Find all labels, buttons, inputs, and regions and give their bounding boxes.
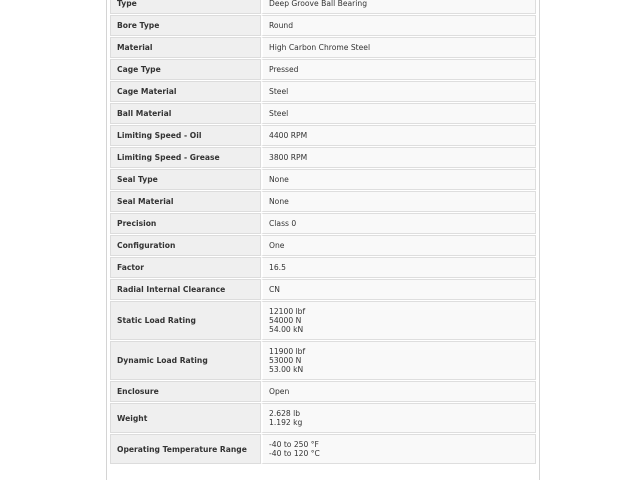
spec-value-line: 12100 lbf [269, 307, 306, 316]
spec-label: Seal Material [110, 191, 261, 212]
spec-row [110, 279, 536, 300]
spec-label: Factor [110, 257, 261, 278]
spec-value [261, 169, 536, 190]
spec-row [110, 169, 536, 190]
spec-value-line: CN [269, 285, 280, 294]
spec-value-line: 11900 lbf [269, 347, 306, 356]
spec-row [110, 403, 536, 433]
spec-label: Material [110, 37, 261, 58]
spec-row [110, 381, 536, 402]
spec-value [261, 0, 536, 14]
specifications-table-body [110, 0, 536, 464]
spec-value-line: Open [269, 387, 290, 396]
spec-row [110, 213, 536, 234]
spec-row [110, 257, 536, 278]
spec-label: Bore Type [110, 15, 261, 36]
spec-row [110, 37, 536, 58]
spec-value-line: 3800 RPM [269, 153, 308, 162]
spec-row [110, 15, 536, 36]
spec-label: Operating Temperature Range [110, 434, 261, 464]
spec-label: Dynamic Load Rating [110, 341, 261, 380]
spec-value-line: High Carbon Chrome Steel [269, 43, 371, 52]
spec-value [261, 37, 536, 58]
spec-label: Ball Material [110, 103, 261, 124]
spec-value-line: 16.5 [269, 263, 286, 272]
spec-value-line: 2.628 lb [269, 409, 301, 418]
spec-value [261, 257, 536, 278]
spec-row [110, 81, 536, 102]
spec-value [261, 381, 536, 402]
spec-value [261, 81, 536, 102]
spec-row [110, 301, 536, 340]
spec-row [110, 103, 536, 124]
spec-value-line: 54000 N [269, 316, 302, 325]
spec-label: Precision [110, 213, 261, 234]
spec-value-line: None [269, 175, 289, 184]
spec-value [261, 191, 536, 212]
spec-label: Cage Material [110, 81, 261, 102]
spec-value-line: Deep Groove Ball Bearing [269, 0, 368, 8]
spec-value [261, 403, 536, 433]
spec-value [261, 341, 536, 380]
spec-value-line: Class 0 [269, 219, 297, 228]
spec-value-line: -40 to 120 °C [269, 449, 320, 458]
spec-row [110, 191, 536, 212]
spec-row [110, 235, 536, 256]
spec-label: Static Load Rating [110, 301, 261, 340]
spec-value [261, 125, 536, 146]
spec-value [261, 15, 536, 36]
spec-value-line: 54.00 kN [269, 325, 304, 334]
spec-label: Cage Type [110, 59, 261, 80]
spec-value-line: 53.00 kN [269, 365, 304, 374]
spec-value-line: -40 to 250 °F [269, 440, 319, 449]
spec-row [110, 434, 536, 464]
spec-value [261, 434, 536, 464]
spec-label: Type [110, 0, 261, 14]
spec-value-line: One [269, 241, 285, 250]
spec-row [110, 0, 536, 14]
spec-value-line: Steel [269, 109, 289, 118]
spec-value-line: Pressed [269, 65, 299, 74]
spec-value [261, 213, 536, 234]
spec-value-line: None [269, 197, 289, 206]
spec-label: Limiting Speed - Grease [110, 147, 261, 168]
spec-label: Configuration [110, 235, 261, 256]
spec-label: Enclosure [110, 381, 261, 402]
spec-label: Radial Internal Clearance [110, 279, 261, 300]
specifications-panel [106, 0, 540, 480]
spec-value-line: 4400 RPM [269, 131, 308, 140]
spec-value [261, 59, 536, 80]
spec-value [261, 279, 536, 300]
spec-value-line: Steel [269, 87, 289, 96]
spec-row [110, 341, 536, 380]
specifications-table [110, 0, 536, 465]
spec-value-line: Round [269, 21, 294, 30]
spec-value-line: 53000 N [269, 356, 302, 365]
spec-row [110, 125, 536, 146]
spec-value-line: 1.192 kg [269, 418, 303, 427]
spec-value [261, 103, 536, 124]
spec-value [261, 301, 536, 340]
spec-label: Limiting Speed - Oil [110, 125, 261, 146]
spec-label: Seal Type [110, 169, 261, 190]
spec-row [110, 147, 536, 168]
spec-label: Weight [110, 403, 261, 433]
spec-row [110, 59, 536, 80]
spec-value [261, 147, 536, 168]
spec-value [261, 235, 536, 256]
